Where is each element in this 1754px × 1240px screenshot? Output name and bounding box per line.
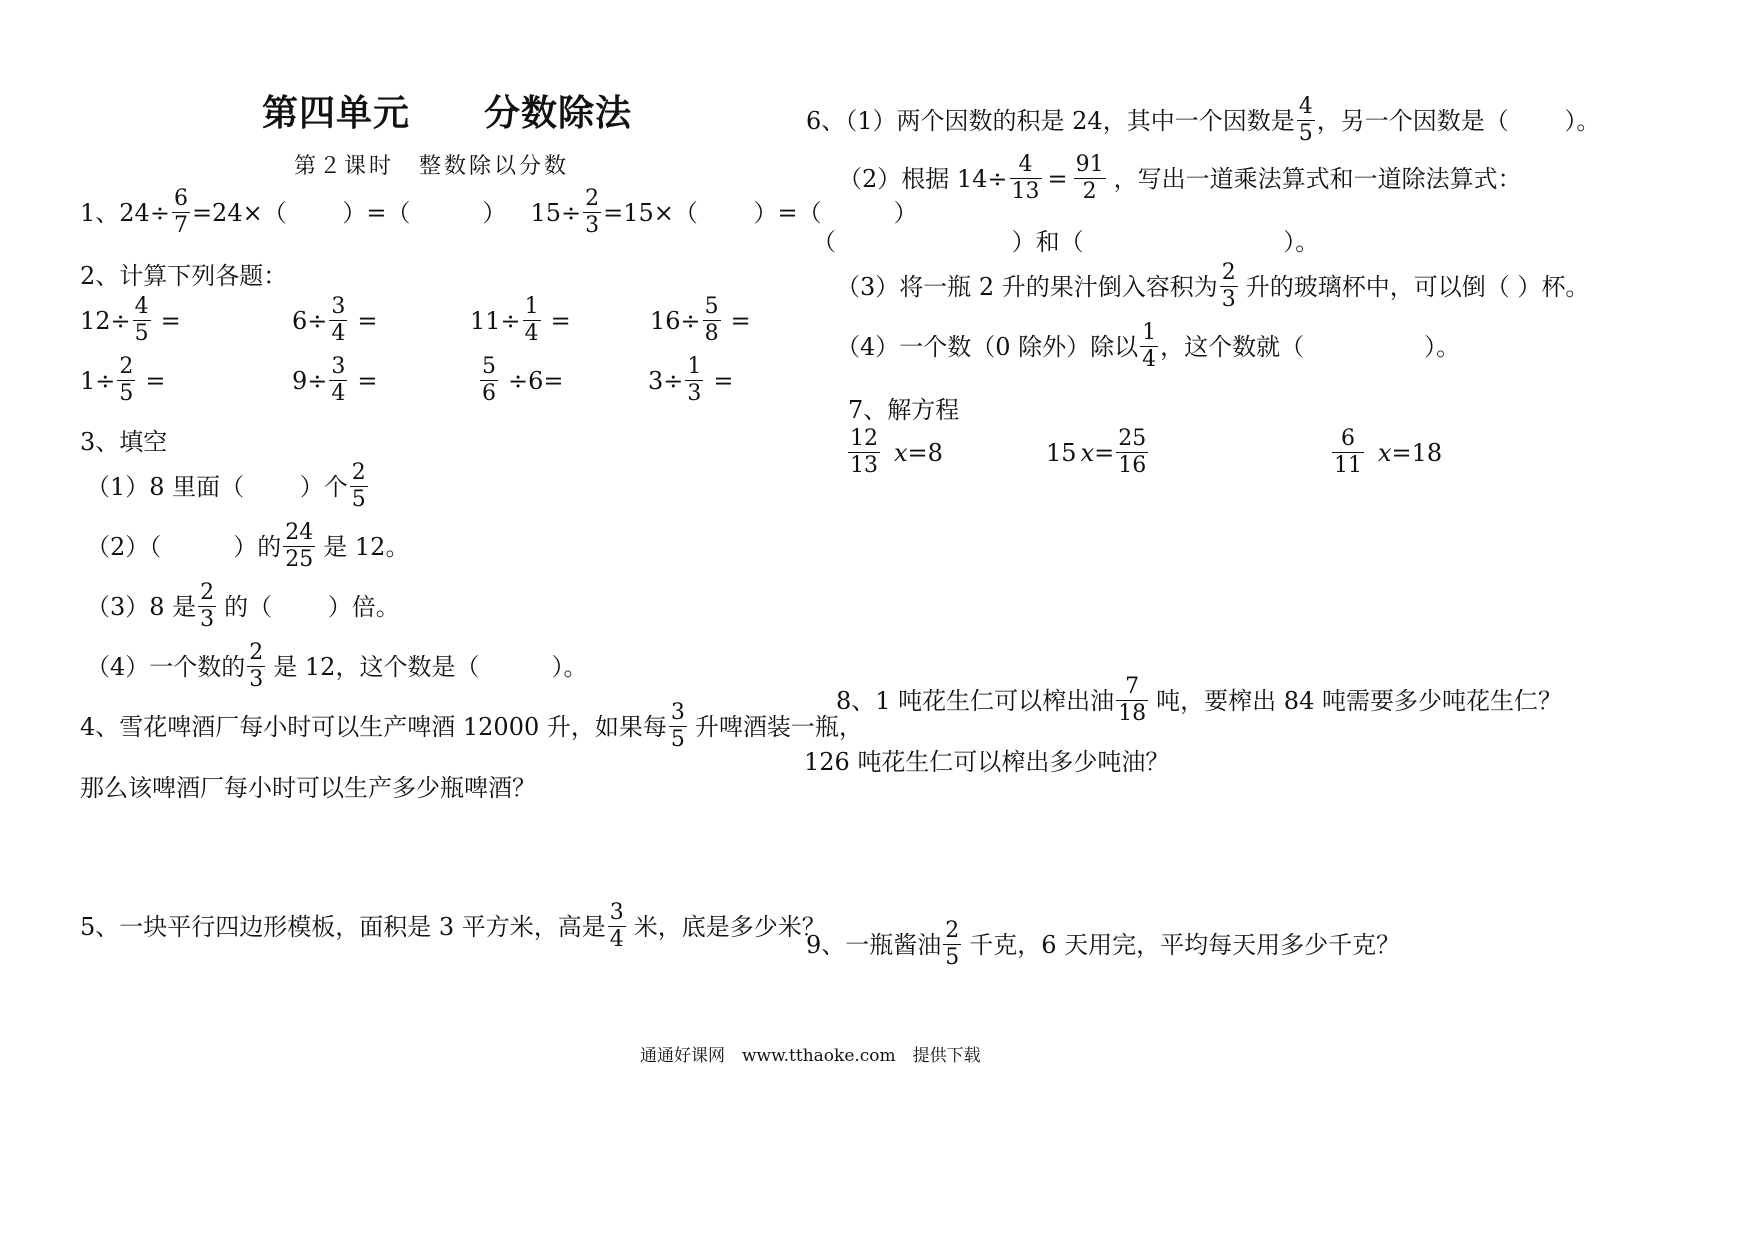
q2-item-7: $\frac{5}{6}$ ÷6= <box>482 354 564 406</box>
q1-a-whole: 24÷ <box>119 198 170 227</box>
q2-item-6: 9÷ $\frac{3}{4}$ = <box>292 354 378 406</box>
q2-item-3: 11÷ $\frac{1}{4}$ = <box>470 294 571 346</box>
page-title: 第四单元 分数除法 <box>262 93 633 134</box>
q2-item-1: 12÷ $\frac{4}{5}$ = <box>80 294 181 346</box>
footer-source: 通通好课网 www.tthaoke.com 提供下载 <box>640 1046 981 1066</box>
q3-part-4: （4）一个数的 $\frac{2}{3}$ 是 12，这个数是（ ）。 <box>86 640 588 692</box>
q6-part-4: （4）一个数（0 除外）除以 $\frac{1}{4}$ ，这个数就（ ）。 <box>836 320 1461 372</box>
q3-part-1: （1）8 里面（ ）个 $\frac{2}{5}$ <box>86 460 366 512</box>
q1-b-fraction: $\frac{2}{3}$ <box>585 186 600 238</box>
question-8-line-1: 8、1 吨花生仁可以榨出油 $\frac{7}{18}$ 吨，要榨出 84 吨需要多少吨花生仁？ <box>836 674 1562 726</box>
q2-label: 2、计算下列各题： <box>80 262 288 290</box>
q1-a-rest: =24×（ ）=（ ） <box>191 198 507 227</box>
q7-label: 7、解方程 <box>848 396 960 424</box>
q3-part-2: （2）（ ）的 $\frac{24}{25}$ 是 12。 <box>86 520 410 572</box>
q6-part-2: （2）根据 14÷ $\frac{4}{13}$ = $\frac{91}{2}$ ，写出一道乘法算式和一道除法算式： <box>838 152 1522 204</box>
lesson-subtitle: 第２课时 整数除以分数 <box>294 154 570 179</box>
question-9: 9、一瓶酱油 $\frac{2}{5}$ 千克，6 天用完，平均每天用多少千克？ <box>806 918 1401 970</box>
q2-item-2: 6÷ $\frac{3}{4}$ = <box>292 294 378 346</box>
q3-part-3: （3）8 是 $\frac{2}{3}$ 的（ ）倍。 <box>86 580 400 632</box>
question-5: 5、一块平行四边形模板，面积是 3 平方米，高是 $\frac{3}{4}$ 米，底是多少米？ <box>80 900 826 952</box>
q7-equation-3: $\frac{6}{11}$ x =18 <box>1334 426 1443 478</box>
q7-equation-1: $\frac{12}{13}$ x =8 <box>850 426 943 478</box>
q1-a-fraction: $\frac{6}{7}$ <box>173 186 188 238</box>
question-4-line-1: 4、雪花啤酒厂每小时可以生产啤酒 12000 升，如果每 $\frac{3}{5}$ 升啤酒装一瓶， <box>80 700 863 752</box>
q6-part-1: 6、（1）两个因数的积是 24，其中一个因数是 $\frac{4}{5}$ ，另一个因数是（ ）。 <box>806 94 1601 146</box>
q3-label: 3、填空 <box>80 428 168 456</box>
q6-part-3: （3）将一瓶 2 升的果汁倒入容积为 $\frac{2}{3}$ 升的玻璃杯中，可以倒（ ）杯。 <box>836 260 1590 312</box>
q2-item-4: 16÷ $\frac{5}{8}$ = <box>650 294 751 346</box>
q6-part-2-answer-line: （ ）和（ ）。 <box>812 228 1320 256</box>
q1-b-rest: =15×（ ）=（ ） <box>603 198 918 227</box>
q2-item-8: 3÷ $\frac{1}{3}$ = <box>648 354 734 406</box>
question-1 <box>80 188 918 237</box>
q1-label: 1、 <box>80 198 120 227</box>
q2-item-5: 1÷ $\frac{2}{5}$ = <box>80 354 166 406</box>
question-4-line-2: 那么该啤酒厂每小时可以生产多少瓶啤酒？ <box>80 774 536 802</box>
question-8-line-2: 126 吨花生仁可以榨出多少吨油？ <box>804 748 1170 776</box>
q1-b-whole: 15÷ <box>530 198 582 227</box>
q7-equation-2: 15 x = $\frac{25}{16}$ <box>1046 426 1147 478</box>
